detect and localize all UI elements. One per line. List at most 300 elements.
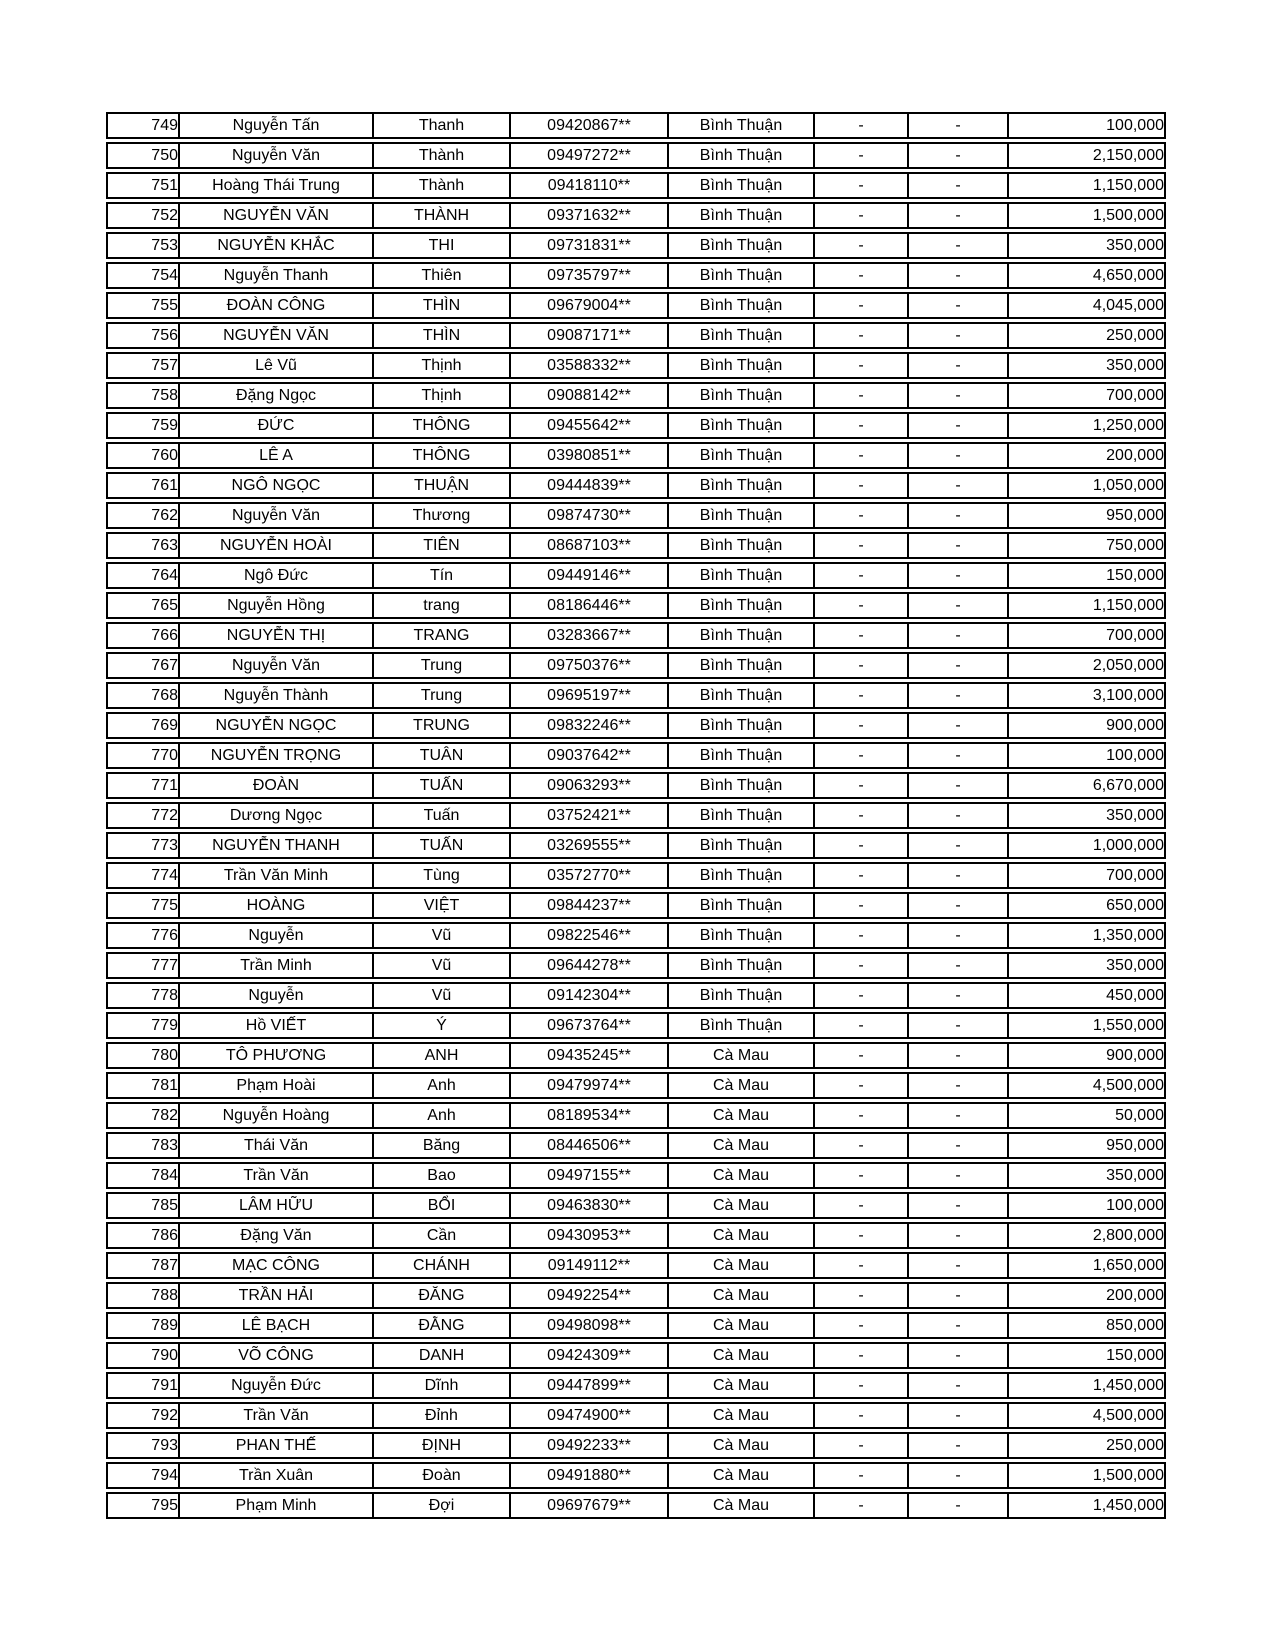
placeholder-dash-2: - [909,1012,1009,1039]
given-name: trang [374,592,511,619]
row-number: 786 [106,1222,180,1249]
placeholder-dash-1: - [815,142,909,169]
given-name: Dĩnh [374,1372,511,1399]
province: Bình Thuận [669,412,815,439]
given-name: THÔNG [374,412,511,439]
placeholder-dash-2: - [909,1342,1009,1369]
placeholder-dash-2: - [909,562,1009,589]
amount: 1,350,000 [1009,922,1166,949]
phone-masked: 09444839** [511,472,669,499]
row-number: 751 [106,172,180,199]
province: Bình Thuận [669,712,815,739]
phone-masked: 09063293** [511,772,669,799]
last-middle-name: Trần Văn Minh [180,862,374,889]
table-row [106,1282,1166,1309]
placeholder-dash-2: - [909,142,1009,169]
phone-masked: 09447899** [511,1372,669,1399]
placeholder-dash-2: - [909,952,1009,979]
amount: 4,500,000 [1009,1072,1166,1099]
row-number: 763 [106,532,180,559]
row-number: 774 [106,862,180,889]
table-row [106,202,1166,229]
placeholder-dash-1: - [815,1282,909,1309]
table-row [106,1192,1166,1219]
placeholder-dash-2: - [909,1162,1009,1189]
table-row [106,772,1166,799]
given-name: Bao [374,1162,511,1189]
province: Cà Mau [669,1222,815,1249]
amount: 1,550,000 [1009,1012,1166,1039]
row-number: 788 [106,1282,180,1309]
placeholder-dash-2: - [909,472,1009,499]
amount: 950,000 [1009,1132,1166,1159]
table-row [106,622,1166,649]
donor-table-body [106,112,1166,1519]
table-row [106,1222,1166,1249]
phone-masked: 09492233** [511,1432,669,1459]
last-middle-name: Nguyễn Văn [180,652,374,679]
table-row [106,172,1166,199]
placeholder-dash-1: - [815,202,909,229]
row-number: 755 [106,292,180,319]
province: Bình Thuận [669,742,815,769]
row-number: 754 [106,262,180,289]
given-name: TUẤN [374,772,511,799]
placeholder-dash-1: - [815,352,909,379]
placeholder-dash-2: - [909,112,1009,139]
placeholder-dash-1: - [815,982,909,1009]
phone-masked: 09430953** [511,1222,669,1249]
province: Cà Mau [669,1462,815,1489]
last-middle-name: Trần Minh [180,952,374,979]
province: Bình Thuận [669,442,815,469]
phone-masked: 03588332** [511,352,669,379]
amount: 700,000 [1009,622,1166,649]
province: Cà Mau [669,1342,815,1369]
table-row [106,592,1166,619]
placeholder-dash-2: - [909,292,1009,319]
given-name: Thành [374,172,511,199]
placeholder-dash-2: - [909,862,1009,889]
province: Cà Mau [669,1192,815,1219]
province: Bình Thuận [669,502,815,529]
last-middle-name: NGUYỄN THANH [180,832,374,859]
amount: 1,050,000 [1009,472,1166,499]
amount: 200,000 [1009,442,1166,469]
placeholder-dash-1: - [815,682,909,709]
placeholder-dash-1: - [815,1252,909,1279]
table-row [106,502,1166,529]
placeholder-dash-1: - [815,1102,909,1129]
placeholder-dash-1: - [815,742,909,769]
placeholder-dash-1: - [815,502,909,529]
row-number: 784 [106,1162,180,1189]
row-number: 764 [106,562,180,589]
last-middle-name: Đặng Ngọc [180,382,374,409]
row-number: 778 [106,982,180,1009]
table-row [106,712,1166,739]
placeholder-dash-2: - [909,532,1009,559]
placeholder-dash-1: - [815,472,909,499]
row-number: 766 [106,622,180,649]
given-name: THÀNH [374,202,511,229]
province: Bình Thuận [669,292,815,319]
phone-masked: 03283667** [511,622,669,649]
row-number: 793 [106,1432,180,1459]
placeholder-dash-2: - [909,1102,1009,1129]
row-number: 762 [106,502,180,529]
table-row [106,1102,1166,1129]
amount: 900,000 [1009,1042,1166,1069]
amount: 6,670,000 [1009,772,1166,799]
amount: 1,150,000 [1009,172,1166,199]
amount: 750,000 [1009,532,1166,559]
amount: 450,000 [1009,982,1166,1009]
row-number: 761 [106,472,180,499]
placeholder-dash-1: - [815,1222,909,1249]
placeholder-dash-1: - [815,262,909,289]
province: Bình Thuận [669,592,815,619]
table-row [106,862,1166,889]
last-middle-name: NGUYỄN NGỌC [180,712,374,739]
last-middle-name: NGUYỄN THỊ [180,622,374,649]
given-name: THUẬN [374,472,511,499]
row-number: 749 [106,112,180,139]
last-middle-name: MẠC CÔNG [180,1252,374,1279]
province: Cà Mau [669,1402,815,1429]
amount: 700,000 [1009,862,1166,889]
last-middle-name: NGUYỄN TRỌNG [180,742,374,769]
given-name: TUẤN [374,832,511,859]
row-number: 785 [106,1192,180,1219]
row-number: 795 [106,1492,180,1519]
given-name: ĐẰNG [374,1312,511,1339]
last-middle-name: Nguyễn Đức [180,1372,374,1399]
row-number: 757 [106,352,180,379]
phone-masked: 08186446** [511,592,669,619]
last-middle-name: ĐỨC [180,412,374,439]
table-row [106,1042,1166,1069]
given-name: Đoàn [374,1462,511,1489]
given-name: CHÁNH [374,1252,511,1279]
province: Cà Mau [669,1132,815,1159]
row-number: 794 [106,1462,180,1489]
placeholder-dash-1: - [815,862,909,889]
placeholder-dash-1: - [815,1342,909,1369]
given-name: BỔI [374,1192,511,1219]
amount: 700,000 [1009,382,1166,409]
placeholder-dash-2: - [909,712,1009,739]
row-number: 770 [106,742,180,769]
amount: 250,000 [1009,322,1166,349]
province: Cà Mau [669,1312,815,1339]
last-middle-name: Nguyễn Thành [180,682,374,709]
placeholder-dash-1: - [815,292,909,319]
amount: 100,000 [1009,1192,1166,1219]
placeholder-dash-1: - [815,1012,909,1039]
row-number: 780 [106,1042,180,1069]
placeholder-dash-1: - [815,172,909,199]
given-name: TRANG [374,622,511,649]
given-name: VIỆT [374,892,511,919]
province: Bình Thuận [669,772,815,799]
given-name: Cần [374,1222,511,1249]
placeholder-dash-2: - [909,1372,1009,1399]
table-row [106,142,1166,169]
row-number: 772 [106,802,180,829]
province: Bình Thuận [669,892,815,919]
placeholder-dash-2: - [909,1192,1009,1219]
province: Bình Thuận [669,652,815,679]
placeholder-dash-2: - [909,682,1009,709]
placeholder-dash-2: - [909,892,1009,919]
last-middle-name: LÊ BẠCH [180,1312,374,1339]
table-row [106,1312,1166,1339]
placeholder-dash-1: - [815,652,909,679]
placeholder-dash-1: - [815,382,909,409]
amount: 50,000 [1009,1102,1166,1129]
province: Bình Thuận [669,832,815,859]
phone-masked: 09142304** [511,982,669,1009]
amount: 350,000 [1009,1162,1166,1189]
amount: 350,000 [1009,952,1166,979]
placeholder-dash-2: - [909,1042,1009,1069]
row-number: 782 [106,1102,180,1129]
phone-masked: 09149112** [511,1252,669,1279]
given-name: Đỉnh [374,1402,511,1429]
amount: 4,500,000 [1009,1402,1166,1429]
phone-masked: 03980851** [511,442,669,469]
amount: 900,000 [1009,712,1166,739]
placeholder-dash-1: - [815,1162,909,1189]
province: Bình Thuận [669,142,815,169]
placeholder-dash-2: - [909,592,1009,619]
given-name: Thiên [374,262,511,289]
table-row [106,412,1166,439]
amount: 1,000,000 [1009,832,1166,859]
last-middle-name: Nguyễn Văn [180,142,374,169]
last-middle-name: Nguyễn Thanh [180,262,374,289]
row-number: 777 [106,952,180,979]
given-name: Tùng [374,862,511,889]
given-name: Tín [374,562,511,589]
phone-masked: 09463830** [511,1192,669,1219]
amount: 1,650,000 [1009,1252,1166,1279]
last-middle-name: Hồ VIẾT [180,1012,374,1039]
phone-masked: 08687103** [511,532,669,559]
amount: 4,045,000 [1009,292,1166,319]
placeholder-dash-2: - [909,1432,1009,1459]
amount: 3,100,000 [1009,682,1166,709]
amount: 1,450,000 [1009,1372,1166,1399]
phone-masked: 09491880** [511,1462,669,1489]
province: Bình Thuận [669,382,815,409]
placeholder-dash-2: - [909,1462,1009,1489]
phone-masked: 09832246** [511,712,669,739]
placeholder-dash-1: - [815,772,909,799]
last-middle-name: LÂM HỮU [180,1192,374,1219]
last-middle-name: LÊ A [180,442,374,469]
phone-masked: 03752421** [511,802,669,829]
province: Cà Mau [669,1162,815,1189]
table-row [106,832,1166,859]
province: Cà Mau [669,1492,815,1519]
placeholder-dash-2: - [909,1402,1009,1429]
amount: 1,500,000 [1009,1462,1166,1489]
given-name: ANH [374,1042,511,1069]
placeholder-dash-1: - [815,232,909,259]
province: Bình Thuận [669,862,815,889]
table-row [106,742,1166,769]
given-name: Thịnh [374,352,511,379]
row-number: 760 [106,442,180,469]
given-name: Anh [374,1072,511,1099]
table-row [106,1462,1166,1489]
phone-masked: 09673764** [511,1012,669,1039]
table-row [106,262,1166,289]
row-number: 769 [106,712,180,739]
phone-masked: 03572770** [511,862,669,889]
table-row [106,1342,1166,1369]
phone-masked: 09874730** [511,502,669,529]
table-row [106,922,1166,949]
last-middle-name: Lê Vũ [180,352,374,379]
phone-masked: 09455642** [511,412,669,439]
last-middle-name: HOÀNG [180,892,374,919]
amount: 2,150,000 [1009,142,1166,169]
given-name: TIÊN [374,532,511,559]
table-row [106,352,1166,379]
province: Bình Thuận [669,802,815,829]
last-middle-name: Nguyễn Tấn [180,112,374,139]
amount: 100,000 [1009,742,1166,769]
placeholder-dash-2: - [909,232,1009,259]
placeholder-dash-2: - [909,172,1009,199]
given-name: Vũ [374,922,511,949]
given-name: Thịnh [374,382,511,409]
phone-masked: 09037642** [511,742,669,769]
phone-masked: 09497272** [511,142,669,169]
last-middle-name: ĐOÀN CÔNG [180,292,374,319]
last-middle-name: Phạm Hoài [180,1072,374,1099]
given-name: Trung [374,682,511,709]
phone-masked: 09449146** [511,562,669,589]
placeholder-dash-2: - [909,1282,1009,1309]
phone-masked: 09087171** [511,322,669,349]
row-number: 773 [106,832,180,859]
amount: 2,050,000 [1009,652,1166,679]
table-row [106,562,1166,589]
placeholder-dash-1: - [815,922,909,949]
placeholder-dash-2: - [909,1492,1009,1519]
amount: 1,450,000 [1009,1492,1166,1519]
placeholder-dash-2: - [909,502,1009,529]
province: Cà Mau [669,1282,815,1309]
placeholder-dash-2: - [909,802,1009,829]
placeholder-dash-1: - [815,322,909,349]
phone-masked: 09695197** [511,682,669,709]
phone-masked: 09479974** [511,1072,669,1099]
province: Bình Thuận [669,112,815,139]
amount: 100,000 [1009,112,1166,139]
placeholder-dash-2: - [909,922,1009,949]
phone-masked: 09088142** [511,382,669,409]
placeholder-dash-2: - [909,1252,1009,1279]
province: Bình Thuận [669,922,815,949]
last-middle-name: Trần Xuân [180,1462,374,1489]
placeholder-dash-2: - [909,1132,1009,1159]
amount: 150,000 [1009,562,1166,589]
placeholder-dash-2: - [909,652,1009,679]
phone-masked: 09844237** [511,892,669,919]
last-middle-name: VÕ CÔNG [180,1342,374,1369]
row-number: 756 [106,322,180,349]
row-number: 758 [106,382,180,409]
table-row [106,532,1166,559]
last-middle-name: TRẦN HẢI [180,1282,374,1309]
given-name: Trung [374,652,511,679]
phone-masked: 08446506** [511,1132,669,1159]
table-row [106,982,1166,1009]
last-middle-name: Nguyễn Văn [180,502,374,529]
province: Bình Thuận [669,982,815,1009]
placeholder-dash-2: - [909,622,1009,649]
table-row [106,232,1166,259]
last-middle-name: Trần Văn [180,1402,374,1429]
phone-masked: 09822546** [511,922,669,949]
row-number: 779 [106,1012,180,1039]
row-number: 792 [106,1402,180,1429]
row-number: 768 [106,682,180,709]
province: Bình Thuận [669,532,815,559]
province: Bình Thuận [669,232,815,259]
last-middle-name: Hoàng Thái Trung [180,172,374,199]
amount: 4,650,000 [1009,262,1166,289]
row-number: 765 [106,592,180,619]
province: Bình Thuận [669,562,815,589]
given-name: Tuấn [374,802,511,829]
last-middle-name: Thái Văn [180,1132,374,1159]
placeholder-dash-1: - [815,412,909,439]
province: Cà Mau [669,1102,815,1129]
row-number: 790 [106,1342,180,1369]
province: Bình Thuận [669,1012,815,1039]
amount: 350,000 [1009,352,1166,379]
given-name: Thành [374,142,511,169]
placeholder-dash-2: - [909,982,1009,1009]
placeholder-dash-2: - [909,322,1009,349]
placeholder-dash-1: - [815,592,909,619]
last-middle-name: PHAN THẾ [180,1432,374,1459]
placeholder-dash-1: - [815,712,909,739]
row-number: 791 [106,1372,180,1399]
last-middle-name: NGUYỄN KHẮC [180,232,374,259]
given-name: Thanh [374,112,511,139]
province: Bình Thuận [669,472,815,499]
amount: 1,150,000 [1009,592,1166,619]
table-row [106,1132,1166,1159]
row-number: 750 [106,142,180,169]
table-row [106,1252,1166,1279]
phone-masked: 09371632** [511,202,669,229]
row-number: 767 [106,652,180,679]
phone-masked: 09750376** [511,652,669,679]
placeholder-dash-1: - [815,532,909,559]
placeholder-dash-2: - [909,352,1009,379]
phone-masked: 09697679** [511,1492,669,1519]
placeholder-dash-1: - [815,1372,909,1399]
table-row [106,1432,1166,1459]
